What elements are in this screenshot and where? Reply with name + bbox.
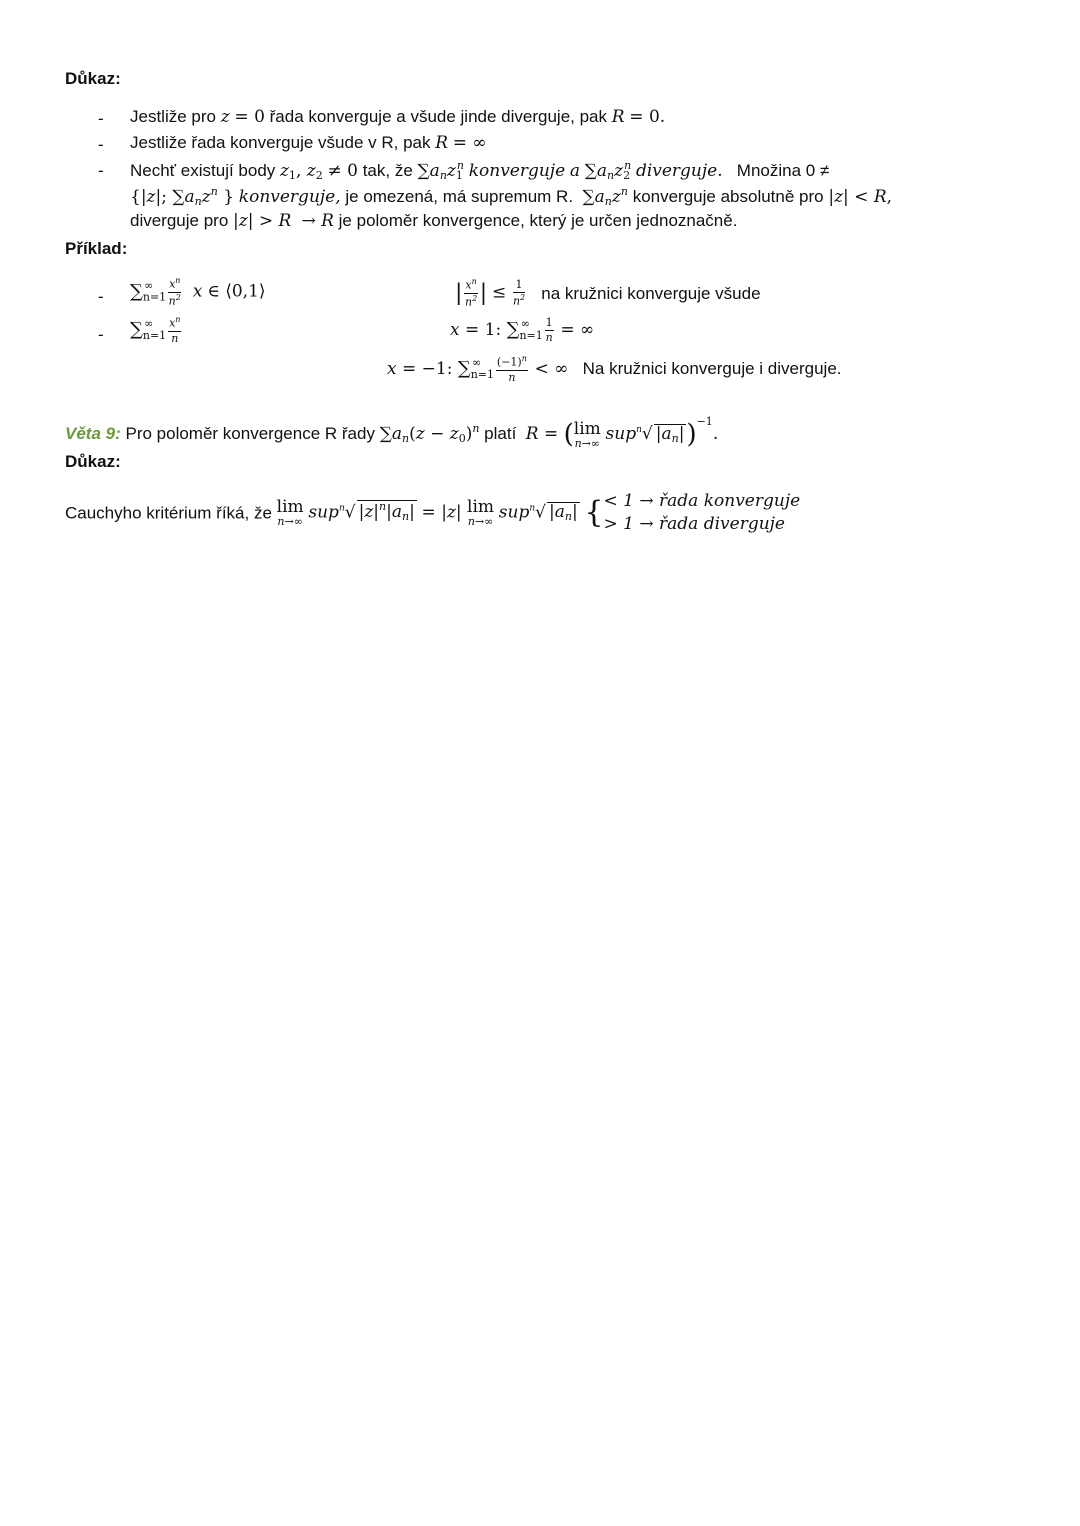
proof-heading: Důkaz: [65, 69, 121, 88]
case-diverges: > 1 → řada diverguje [603, 513, 785, 534]
example-series-2: $\sum_{n=1}^\infty$ $\frac{x^n}{n}$ [130, 315, 181, 345]
proof-item-2: Jestliže řada konverguje všude v R, pak R = ∞ [130, 133, 487, 153]
theorem-9: Věta 9: Pro poloměr konvergence R řady $\sum a_n(z - z_0)^n$ platí R = ( lim n→∞ sup$^n$√ $|a_n|)^{-1}$. [65, 415, 719, 450]
proof-item-3-line-1: Nechť existují body $z_1$, $z_2 \ne 0$ tak, že $\sum a_nz_1^n$ konverguje a $\sum a_nz_2^n$ diverguje. Množina 0 ≠ [130, 159, 830, 182]
list-dash: - [98, 135, 104, 154]
proof-heading-2: Důkaz: [65, 452, 121, 471]
example-right-1: | $\frac{x^n}{n^2}$ | ≤ $\frac{1}{n^2}$ na kružnici konverguje všude [455, 277, 761, 309]
cauchy-criterion: Cauchyho kritérium říká, že lim n→∞ sup$^n$√ $|z|^n|a_n| = |z|$ lim n→∞ sup$^n$√ $|a_n|$ { < 1 → řada konverguje > 1 → řada diverguje [65, 491, 801, 534]
case-converges: < 1 → řada konverguje [603, 491, 801, 511]
example-heading: Příklad: [65, 239, 128, 258]
example-series-1: $\sum_{n=1}^\infty$ $\frac{x^n}{n^2}$ x ∈ ⟨0,1⟩ [130, 276, 266, 308]
theorem-label: Věta 9: [65, 424, 121, 443]
list-dash: - [98, 161, 104, 180]
proof-item-3-line-2: {|z|; $\sum a_nz^n$ } konverguje, je omezená, má supremum R. $\sum a_nz^n$ konverguje absolutně pro |z| < R, [130, 185, 893, 208]
list-dash: - [98, 109, 104, 128]
example-right-2: x = 1: $\sum_{n=1}^\infty$ $\frac{1}{n}$ = ∞ [450, 316, 595, 345]
list-dash: - [98, 287, 104, 306]
example-right-3: x = −1: $\sum_{n=1}^\infty$ $\frac{(-1)^n}{n}$ < ∞ Na kružnici konverguje i diverguje. [387, 354, 842, 384]
proof-item-3-line-3: diverguje pro |z| > R → R je poloměr konvergence, který je určen jednoznačně. [130, 211, 738, 231]
proof-item-1: Jestliže pro z = 0 řada konverguje a všude jinde diverguje, pak R = 0. [130, 107, 666, 127]
list-dash: - [98, 325, 104, 344]
